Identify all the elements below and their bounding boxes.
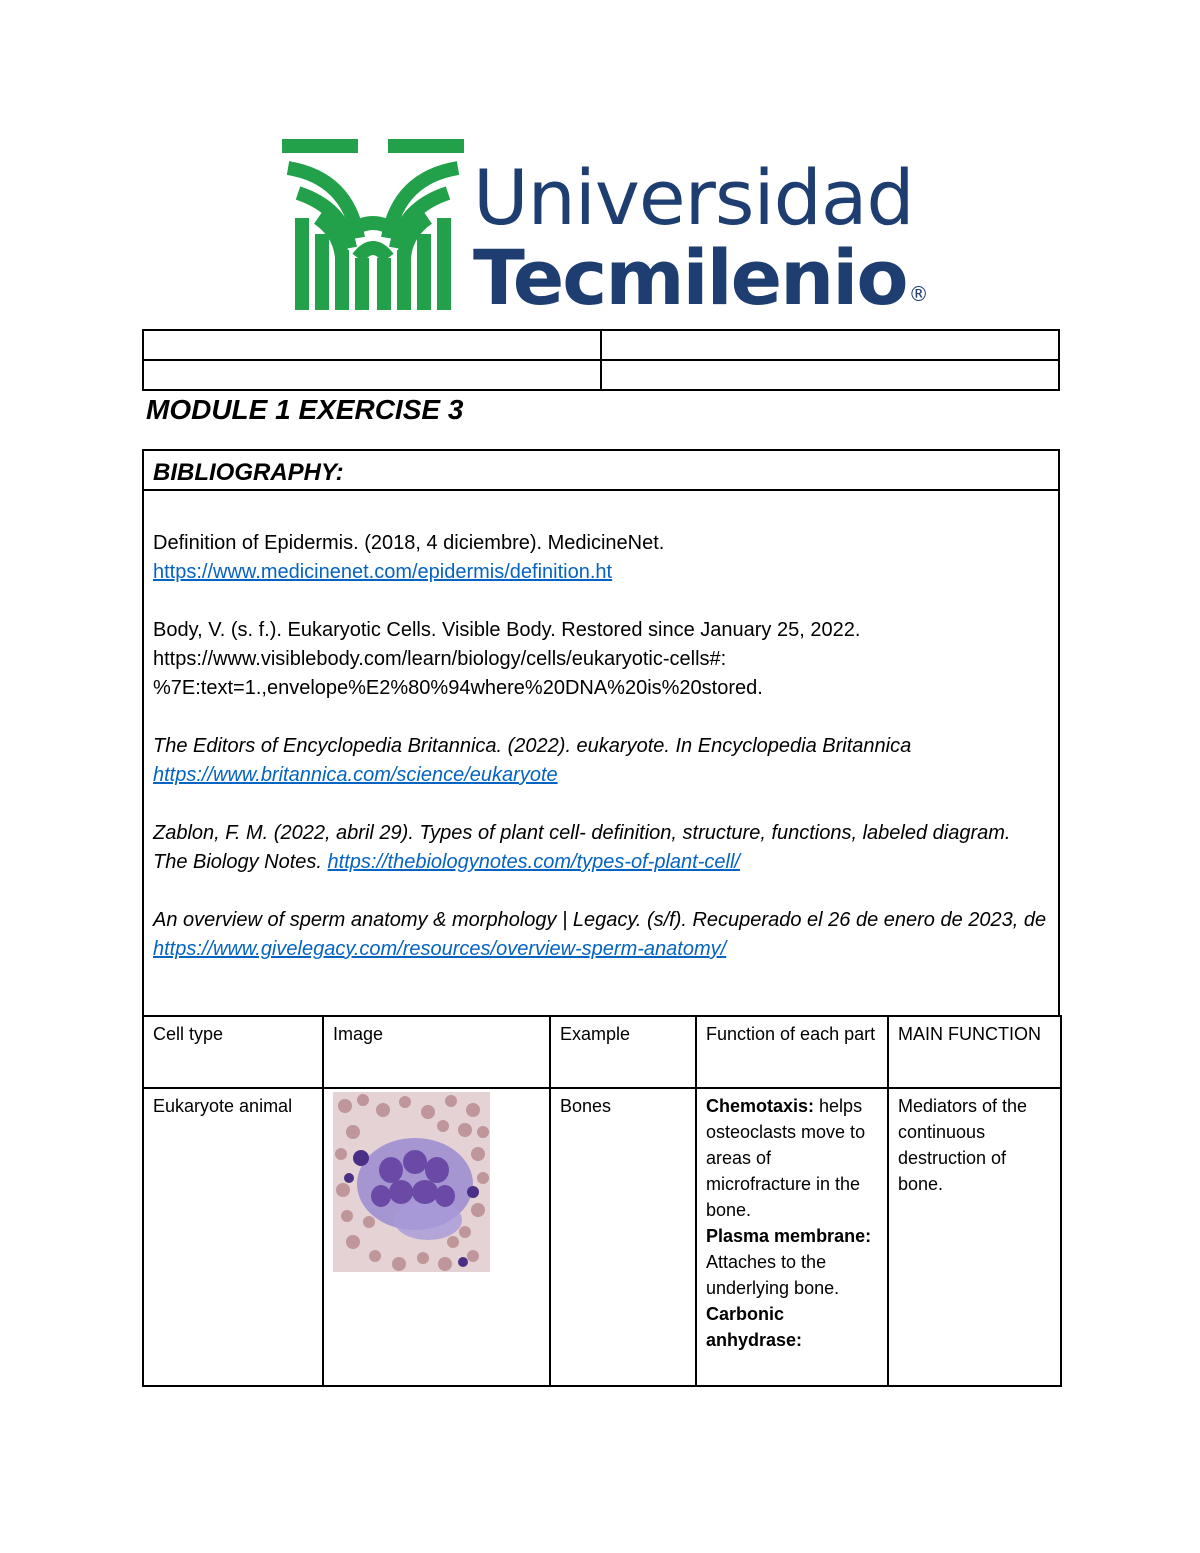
- osteoclast-micrograph-image: [333, 1092, 490, 1272]
- reference-link[interactable]: https://www.britannica.com/science/eukaryote: [153, 764, 558, 786]
- logo-mark-icon: [278, 138, 468, 313]
- university-logo: [278, 138, 928, 322]
- function-term: Carbonic anhydrase:: [706, 1304, 803, 1350]
- reference-item: [153, 819, 1048, 877]
- function-desc: helps osteoclasts move to areas of microfracture in the bone.: [706, 1096, 866, 1220]
- info-cell[interactable]: [143, 330, 601, 360]
- image-cell: [323, 1088, 550, 1386]
- cell-type: Eukaryote animal: [143, 1088, 323, 1386]
- cell-types-table: [142, 1015, 1062, 1387]
- info-cell[interactable]: [601, 360, 1059, 390]
- bibliography-heading: BIBLIOGRAPHY:: [144, 451, 1058, 491]
- reference-link[interactable]: https://www.medicinenet.com/epidermis/definition.ht: [153, 561, 613, 583]
- function-term: Plasma membrane:: [706, 1226, 872, 1246]
- table-row: [143, 1088, 1061, 1386]
- example: Bones: [550, 1088, 696, 1386]
- reference-item: [153, 732, 1048, 790]
- reference-text: The Editors of Encyclopedia Britannica. (2022). eukaryote. In Encyclopedia Britannica: [153, 735, 912, 757]
- reference-text: An overview of sperm anatomy & morphology | Legacy. (s/f). Recuperado el 26 de enero de 2023, de: [153, 909, 1047, 931]
- column-header: Example: [550, 1016, 696, 1088]
- function-term: Chemotaxis:: [706, 1096, 815, 1116]
- reference-link[interactable]: https://www.givelegacy.com/resources/overview-sperm-anatomy/: [153, 938, 727, 960]
- registered-mark: ®: [908, 282, 927, 306]
- reference-item: [153, 529, 1048, 587]
- column-header: Cell type: [143, 1016, 323, 1088]
- info-row: [143, 360, 1059, 390]
- info-cell[interactable]: [601, 330, 1059, 360]
- reference-url-line: https://www.visiblebody.com/learn/biology/cells/eukaryotic-cells#:: [153, 648, 727, 670]
- reference-text: Definition of Epidermis. (2018, 4 diciembre). MedicineNet.: [153, 532, 665, 554]
- student-info-table: [142, 329, 1060, 391]
- logo-line-1: Universidad: [473, 153, 914, 242]
- function-desc: Attaches to the underlying bone.: [706, 1252, 840, 1298]
- reference-link[interactable]: https://thebiologynotes.com/types-of-plant-cell/: [327, 851, 740, 873]
- column-header: MAIN FUNCTION: [888, 1016, 1061, 1088]
- reference-text: Body, V. (s. f.). Eukaryotic Cells. Visible Body. Restored since January 25, 2022.: [153, 619, 861, 641]
- column-header: Function of each part: [696, 1016, 888, 1088]
- reference-item: [153, 616, 1048, 703]
- logo-line-2-text: Tecmilenio: [473, 233, 907, 322]
- function-of-each-part: [696, 1088, 888, 1386]
- bibliography-box: [142, 449, 1060, 1015]
- bibliography-body: [144, 491, 1058, 964]
- info-cell[interactable]: [143, 360, 601, 390]
- reference-url-line: %7E:text=1.,envelope%E2%80%94where%20DNA%20is%20stored.: [153, 677, 763, 699]
- reference-item: [153, 906, 1048, 964]
- page-title: MODULE 1 EXERCISE 3: [146, 394, 464, 425]
- table-header-row: [143, 1016, 1061, 1088]
- column-header: Image: [323, 1016, 550, 1088]
- main-function: Mediators of the continuous destruction of bone.: [888, 1088, 1061, 1386]
- logo-line-2: [473, 233, 927, 322]
- reference-text: Zablon, F. M. (2022, abril 29). Types of plant cell- definition, structure, functions, labeled diagram. The Biology Notes.: [153, 822, 1011, 873]
- info-row: [143, 330, 1059, 360]
